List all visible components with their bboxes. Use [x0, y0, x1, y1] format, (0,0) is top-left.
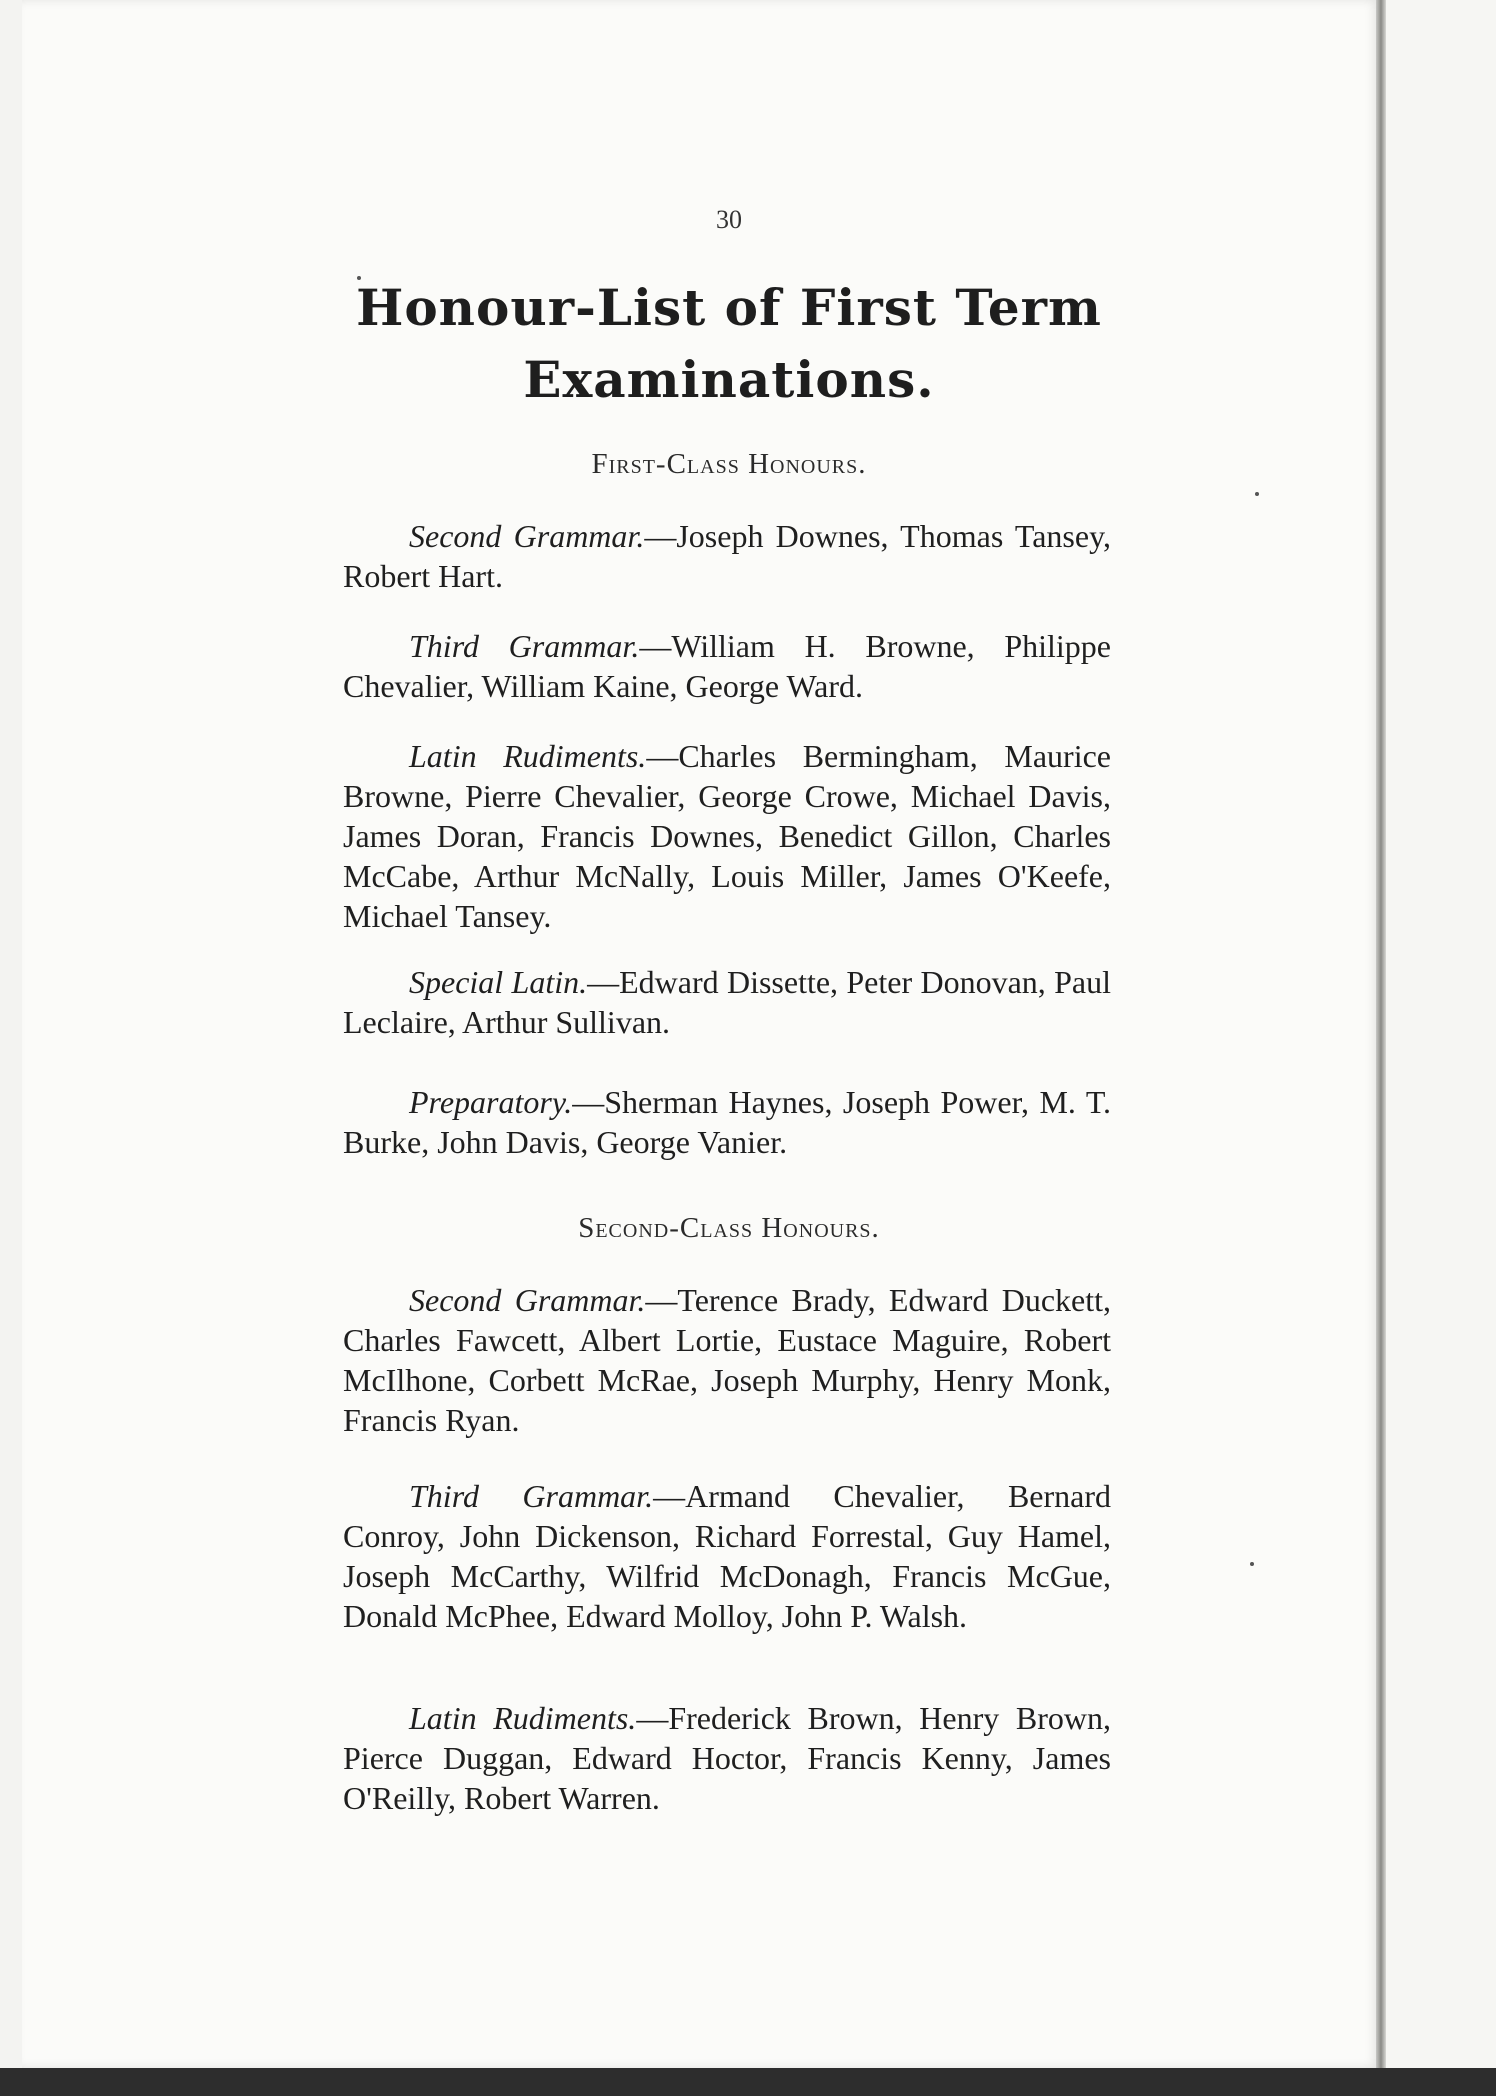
entry-names: —Joseph Downes, Thomas Tansey, Robert Hart. [343, 518, 1112, 594]
entry-form: Third Grammar. [409, 628, 640, 664]
entry-names: —Sherman Haynes, Joseph Power, M. T. Burke, John Davis, George Vanier. [343, 1084, 1111, 1160]
entry-names: —William H. Browne, Philippe Chevalier, William Kaine, George Ward. [343, 628, 1111, 704]
entry-form: Special Latin. [409, 964, 588, 1000]
entry-names: —Frederick Brown, Henry Brown, Pierce Duggan, Edward Hoctor, Francis Kenny, James O'Reilly, Robert Warren. [343, 1700, 1112, 1816]
page-number: 30 [716, 205, 742, 234]
entry-names: —Armand Chevalier, Bernard Conroy, John Dickenson, Richard Forrestal, Guy Hamel, Joseph McCarthy, Wilfrid McDonagh, Francis McGue, Donald McPhee, Edward Molloy, John P. Walsh. [343, 1478, 1112, 1634]
entry-form: Third Grammar. [409, 1478, 654, 1514]
page-title: Honour-List of First Term Examinations. [356, 278, 1102, 409]
book-gutter [1376, 0, 1386, 2068]
entry-third-grammar-second [343, 1476, 1111, 1636]
entry-latin-rudiments-second [343, 1698, 1111, 1818]
entry-special-latin-first [343, 962, 1111, 1042]
entry-names: —Terence Brady, Edward Duckett, Charles Fawcett, Albert Lortie, Eustace Maguire, Robert McIlhone, Corbett McRae, Joseph Murphy, Henry Monk, Francis Ryan. [343, 1282, 1111, 1438]
ink-speck [1250, 1562, 1254, 1566]
entry-form: Second Grammar. [409, 518, 645, 554]
entry-preparatory-first [343, 1082, 1111, 1162]
scan-border [0, 2068, 1496, 2096]
entry-names: —Charles Bermingham, Maurice Browne, Pierre Chevalier, George Crowe, Michael Davis, James Doran, Francis Downes, Benedict Gillon, Charles McCabe, Arthur McNally, Louis Miller, James O'Keefe, Michael Tansey. [343, 738, 1112, 934]
section-heading-second-class: Second-Class Honours. [578, 1212, 880, 1244]
entry-third-grammar-first [343, 626, 1111, 706]
entry-latin-rudiments-first [343, 736, 1111, 936]
section-heading-first-class: First-Class Honours. [591, 448, 867, 480]
entry-form: Latin Rudiments. [409, 1700, 637, 1736]
entry-form: Latin Rudiments. [409, 738, 647, 774]
entry-names: —Edward Dissette, Peter Donovan, Paul Leclaire, Arthur Sullivan. [343, 964, 1112, 1040]
entry-form: Second Grammar. [409, 1282, 646, 1318]
entry-second-grammar-first [343, 516, 1111, 596]
entry-form: Preparatory. [409, 1084, 573, 1120]
ink-speck [1255, 492, 1259, 496]
facing-page-edge [1386, 0, 1496, 2068]
entry-second-grammar-second [343, 1280, 1111, 1440]
